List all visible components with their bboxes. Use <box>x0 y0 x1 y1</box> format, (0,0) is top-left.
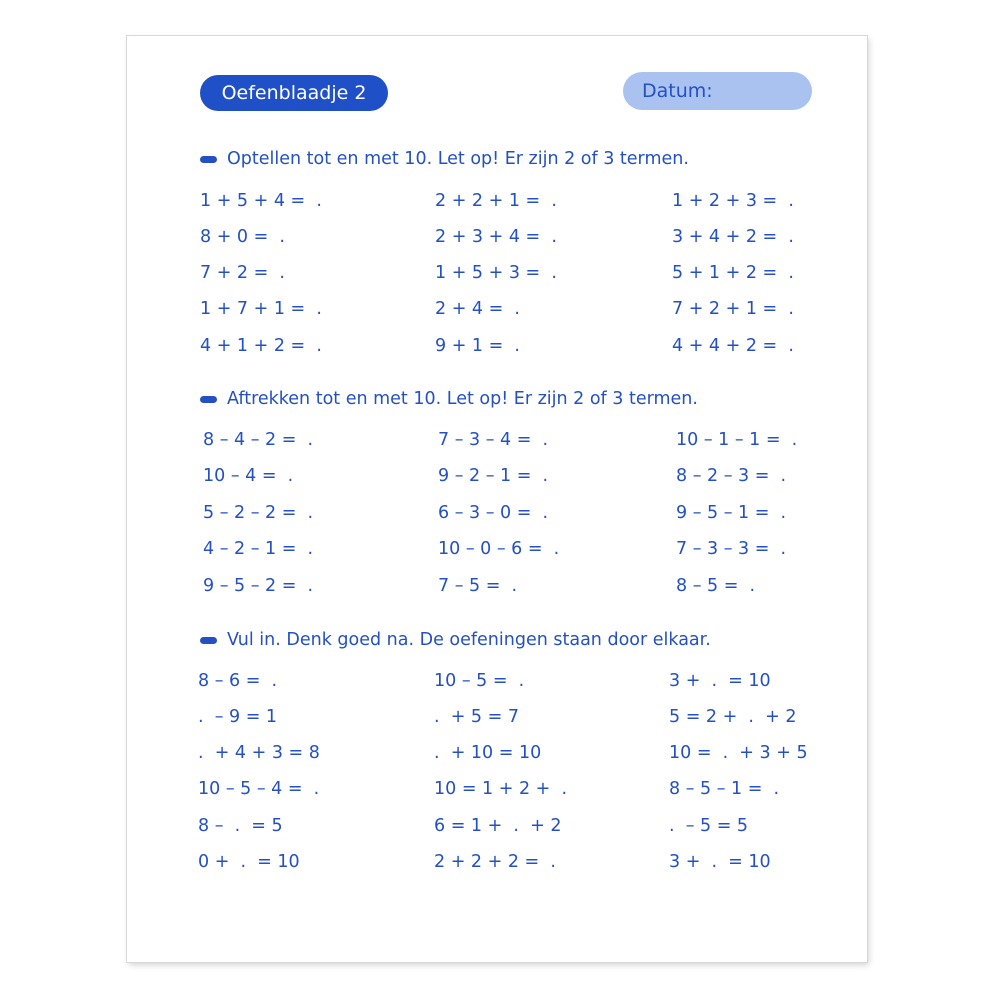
section-fill-in-heading <box>200 627 711 653</box>
exercise[interactable]: 9 – 5 – 2 = . <box>203 576 314 596</box>
exercise[interactable]: 1 + 5 + 4 = . <box>200 191 322 211</box>
date-field[interactable] <box>623 72 812 110</box>
exercise[interactable]: 8 – 4 – 2 = . <box>203 430 314 450</box>
exercise[interactable]: 5 – 2 – 2 = . <box>203 503 314 523</box>
exercise[interactable]: 3 + . = 10 <box>669 852 771 872</box>
exercise[interactable]: 8 – 5 – 1 = . <box>669 779 780 799</box>
exercise[interactable]: 10 = . + 3 + 5 <box>669 743 808 763</box>
exercise[interactable]: 1 + 7 + 1 = . <box>200 299 322 319</box>
bullet-dash-icon <box>200 156 217 163</box>
exercise[interactable]: 7 – 5 = . <box>438 576 518 596</box>
exercise[interactable]: 10 = 1 + 2 + . <box>434 779 568 799</box>
exercise[interactable]: 10 – 4 = . <box>203 466 294 486</box>
exercise[interactable]: 8 – 2 – 3 = . <box>676 466 787 486</box>
exercise[interactable]: 8 – . = 5 <box>198 816 283 836</box>
bullet-dash-icon <box>200 396 217 403</box>
bullet-dash-icon <box>200 637 217 644</box>
exercise[interactable]: 3 + . = 10 <box>669 671 771 691</box>
exercise[interactable]: 2 + 3 + 4 = . <box>435 227 557 247</box>
exercise[interactable]: 4 + 4 + 2 = . <box>672 336 794 356</box>
exercise[interactable]: 10 – 5 – 4 = . <box>198 779 320 799</box>
section-addition-heading <box>200 146 689 172</box>
worksheet-page <box>127 36 867 962</box>
exercise[interactable]: 5 + 1 + 2 = . <box>672 263 794 283</box>
exercise[interactable]: 8 – 5 = . <box>676 576 756 596</box>
exercise[interactable]: 7 + 2 + 1 = . <box>672 299 794 319</box>
exercise[interactable]: 10 – 0 – 6 = . <box>438 539 560 559</box>
section-heading-text: Aftrekken tot en met 10. Let op! Er zijn 2 of 3 termen. <box>227 389 698 409</box>
exercise[interactable]: 10 – 1 – 1 = . <box>676 430 798 450</box>
exercise[interactable]: 2 + 2 + 1 = . <box>435 191 557 211</box>
exercise[interactable]: 3 + 4 + 2 = . <box>672 227 794 247</box>
exercise[interactable]: . + 10 = 10 <box>434 743 542 763</box>
exercise[interactable]: . – 5 = 5 <box>669 816 749 836</box>
exercise[interactable]: 9 + 1 = . <box>435 336 520 356</box>
exercise[interactable]: 1 + 5 + 3 = . <box>435 263 557 283</box>
section-heading-text: Vul in. Denk goed na. De oefeningen staan door elkaar. <box>227 630 711 650</box>
exercise[interactable]: . – 9 = 1 <box>198 707 278 727</box>
exercise[interactable]: 1 + 2 + 3 = . <box>672 191 794 211</box>
exercise[interactable]: 10 – 5 = . <box>434 671 525 691</box>
section-subtraction-heading <box>200 386 698 412</box>
exercise[interactable]: . + 5 = 7 <box>434 707 519 727</box>
worksheet-title: Oefenblaadje 2 <box>200 75 388 111</box>
exercise[interactable]: 9 – 5 – 1 = . <box>676 503 787 523</box>
exercise[interactable]: 7 – 3 – 4 = . <box>438 430 549 450</box>
date-label: Datum: <box>642 80 713 102</box>
exercise[interactable]: 7 + 2 = . <box>200 263 285 283</box>
exercise[interactable]: 5 = 2 + . + 2 <box>669 707 797 727</box>
exercise[interactable]: 6 = 1 + . + 2 <box>434 816 562 836</box>
exercise[interactable]: 4 – 2 – 1 = . <box>203 539 314 559</box>
exercise[interactable]: 9 – 2 – 1 = . <box>438 466 549 486</box>
exercise[interactable]: 4 + 1 + 2 = . <box>200 336 322 356</box>
exercise[interactable]: 2 + 2 + 2 = . <box>434 852 556 872</box>
exercise[interactable]: 7 – 3 – 3 = . <box>676 539 787 559</box>
exercise[interactable]: 6 – 3 – 0 = . <box>438 503 549 523</box>
exercise[interactable]: 8 + 0 = . <box>200 227 285 247</box>
section-heading-text: Optellen tot en met 10. Let op! Er zijn 2 of 3 termen. <box>227 149 689 169</box>
exercise[interactable]: 8 – 6 = . <box>198 671 278 691</box>
exercise[interactable]: 0 + . = 10 <box>198 852 300 872</box>
exercise[interactable]: . + 4 + 3 = 8 <box>198 743 320 763</box>
exercise[interactable]: 2 + 4 = . <box>435 299 520 319</box>
